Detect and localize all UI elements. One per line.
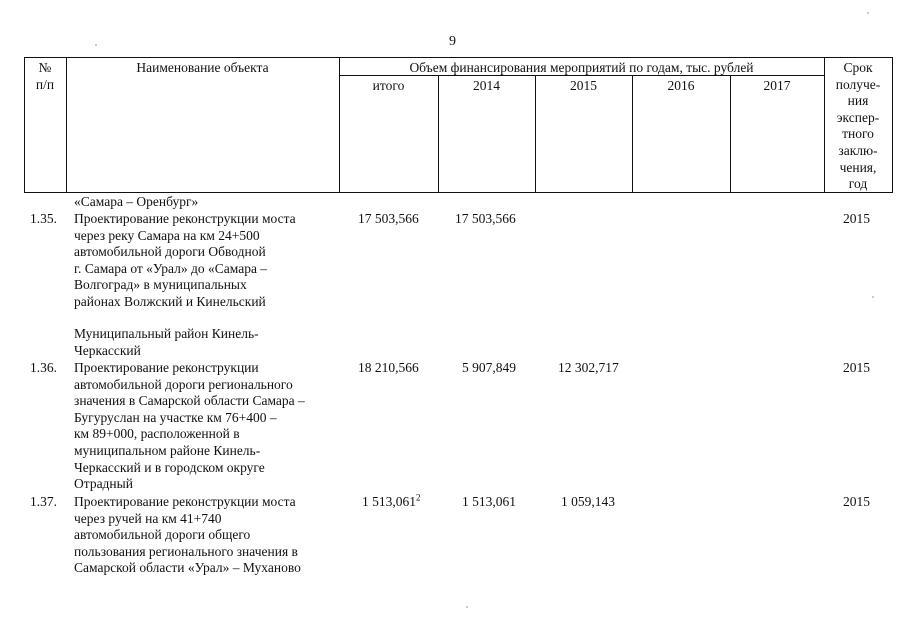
object-name	[74, 494, 354, 577]
object-name-line: значения в Самарской области Самара –	[74, 393, 305, 409]
object-name-line: автомобильной дороги регионального	[74, 376, 293, 392]
table-top-border	[24, 57, 893, 58]
value-2014: 17 503,566	[455, 211, 516, 226]
object-name-line: км 89+000, расположенной в	[74, 426, 240, 442]
object-name-line: районах Волжский и Кинельский	[74, 293, 266, 309]
object-name	[74, 360, 354, 493]
object-name-line: автомобильной дороги общего	[74, 527, 251, 543]
value-2015: 1 059,143	[561, 494, 615, 509]
value-total: 17 503,566	[358, 211, 419, 226]
section-heading-line: Черкасский	[74, 342, 141, 358]
value-total-text: 1 513,061	[362, 494, 416, 509]
value-term: 2015	[843, 211, 870, 226]
col-border	[892, 57, 893, 193]
value-2015: 12 302,717	[558, 360, 619, 375]
header-col-2014: 2014	[473, 78, 500, 93]
object-name-line: Черкасский и в городском округе	[74, 459, 265, 475]
header-funding: Объем финансирования мероприятий по годам, тыс. рублей	[409, 60, 754, 75]
header-name: Наименование объекта	[136, 60, 269, 75]
page-number: 9	[449, 34, 456, 49]
object-name-line: автомобильной дороги Обводной	[74, 244, 266, 260]
object-name-line: через реку Самара на км 24+500	[74, 227, 260, 243]
value-total	[362, 494, 421, 511]
header-bottom-border	[24, 192, 893, 193]
object-name-line: Бугуруслан на участке км 76+400 –	[74, 409, 277, 425]
header-col-2016: 2016	[667, 78, 695, 93]
object-name-line: Проектирование реконструкции	[74, 360, 259, 375]
header-num	[24, 60, 66, 93]
value-total: 18 210,566	[358, 360, 419, 375]
object-name	[74, 211, 354, 311]
object-name-line: через ручей на км 41+740	[74, 510, 222, 526]
object-name-line: «Самара – Оренбург»	[74, 194, 199, 209]
header-col-2015: 2015	[570, 78, 597, 93]
col-border	[66, 57, 67, 193]
value-term: 2015	[843, 494, 870, 509]
row-number: 1.36.	[30, 360, 57, 375]
object-name-line: пользования регионального значения в	[74, 543, 298, 559]
header-term-line: ния	[847, 93, 869, 109]
row-number: 1.37.	[30, 494, 57, 509]
scan-speck	[872, 296, 874, 298]
footnote-marker: 2	[416, 492, 421, 503]
value-2014: 5 907,849	[462, 360, 516, 375]
object-name-line: Отрадный	[74, 476, 133, 492]
header-term-line: экспер-	[836, 109, 880, 125]
header-num-line: №	[38, 60, 52, 75]
scan-speck	[867, 12, 869, 14]
scan-speck	[466, 606, 468, 608]
object-name-line: Проектирование реконструкции моста	[74, 494, 296, 509]
header-term-line: заклю-	[838, 142, 878, 158]
value-term: 2015	[843, 360, 870, 375]
header-term-line: получе-	[835, 76, 881, 92]
object-name-line: Волгоград» в муниципальных	[74, 277, 247, 293]
header-term-line: тного	[842, 126, 874, 142]
header-num-line: п/п	[35, 76, 55, 92]
section-heading-line: Муниципальный район Кинель-	[74, 326, 259, 341]
header-col-2017: 2017	[763, 78, 791, 93]
header-col-total: итого	[372, 78, 405, 93]
section-heading	[74, 326, 354, 359]
header-term-line: год	[848, 176, 868, 192]
scan-speck	[95, 44, 97, 46]
header-term-line: Срок	[843, 60, 873, 75]
object-name-line: Проектирование реконструкции моста	[74, 211, 296, 226]
object-name-line: Самарской области «Урал» – Муханово	[74, 560, 301, 576]
object-name-continuation	[74, 194, 354, 211]
value-2014: 1 513,061	[462, 494, 516, 509]
object-name-line: муниципальном районе Кинель-	[74, 442, 261, 458]
header-term	[824, 60, 892, 193]
header-term-line: чения,	[839, 159, 877, 175]
object-name-line: г. Самара от «Урал» до «Самара –	[74, 260, 268, 276]
row-number: 1.35.	[30, 211, 57, 226]
